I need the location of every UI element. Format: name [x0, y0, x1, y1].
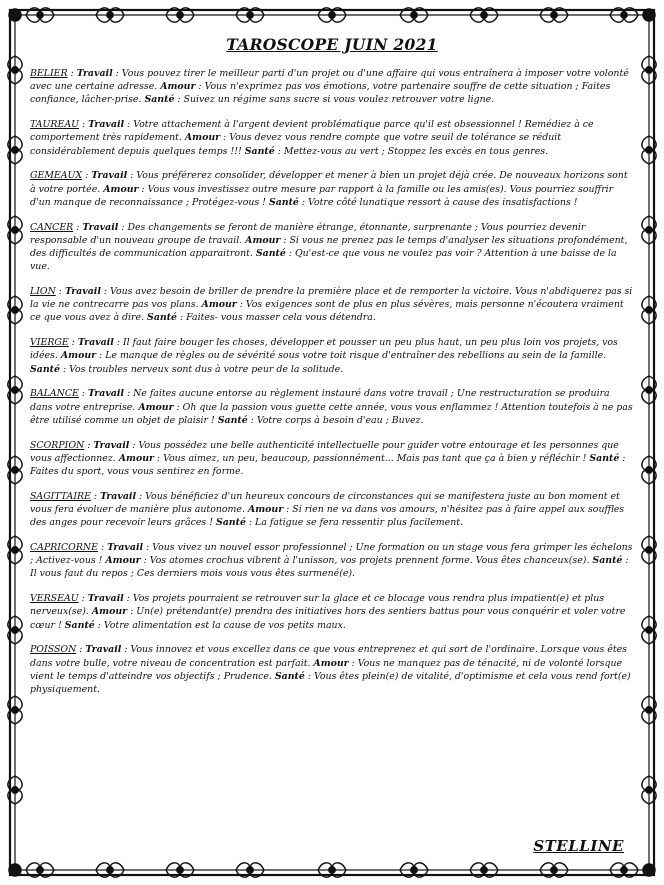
sante-label: Santé [589, 452, 620, 464]
amour-label: Amour [201, 299, 237, 311]
sante-label: Santé [274, 670, 305, 682]
page-title: TAROSCOPE JUIN 2021 [226, 35, 438, 54]
separator: : [220, 132, 230, 144]
sante-text: La fatigue se fera ressentir plus facilement. [255, 517, 464, 529]
separator: : [113, 337, 123, 349]
separator: : [121, 644, 131, 656]
separator: : [136, 490, 146, 502]
travail-text: Vous bénéficiez d'un heureux concours de circonstances qui se manifestera juste au bon moment et vous fera évoluer de manière plus autonome. [30, 490, 620, 516]
horoscope-entry [30, 541, 634, 581]
separator: : [94, 619, 104, 631]
sante-label: Santé [592, 555, 623, 567]
sante-label: Santé [255, 248, 286, 260]
horoscope-entry [30, 67, 634, 107]
separator: : [59, 363, 70, 375]
separator: : [173, 401, 183, 413]
separator: : [274, 145, 284, 157]
sante-label: Santé [30, 363, 60, 375]
horoscope-entry [30, 336, 634, 376]
zodiac-sign-name: GEMEAUX [30, 170, 83, 182]
travail-text: Vous pouvez tirer le meilleur parti d'un projet ou d'une affaire qui vous entraînera à imposer votre volonté avec une certaine adresse. [30, 68, 629, 93]
travail-label: Travail [85, 644, 122, 656]
separator: : [123, 593, 133, 605]
zodiac-sign-name: VIERGE [30, 337, 69, 349]
travail-label: Travail [76, 68, 113, 79]
travail-label: Travail [82, 221, 119, 233]
sante-text: Votre corps à besoin d'eau ; Buvez. [256, 414, 424, 426]
separator: : [79, 119, 89, 131]
separator: : [118, 221, 128, 233]
corner-ornament [643, 9, 655, 21]
travail-label: Travail [88, 119, 125, 131]
amour-label: Amour [313, 657, 349, 669]
separator: : [285, 248, 295, 260]
sante-label: Santé [64, 619, 95, 631]
sante-label: Santé [217, 414, 248, 426]
sante-label: Santé [147, 312, 178, 324]
separator: : [247, 414, 257, 426]
sante-text: Il vous faut du repos ; Ces derniers mois vous vous êtes surmené(e). [30, 568, 356, 580]
zodiac-sign-name: BELIER [30, 68, 68, 79]
separator: : [143, 542, 153, 554]
travail-label: Travail [107, 542, 144, 554]
separator: : [67, 68, 77, 79]
horoscope-entry [30, 643, 634, 696]
amour-text: Vos exigences sont de plus en plus sévères, mais personne n'écoutera vraiment ce que vous avez à dire. [30, 299, 624, 324]
amour-label: Amour [91, 606, 128, 618]
separator: : [283, 504, 293, 516]
travail-text: Votre attachement à l'argent devient problématique parce qu'il est obsessionnel ! Remédiez à ce comportement très rapidement. [30, 119, 594, 144]
corner-ornament [9, 9, 21, 21]
sante-label: Santé [144, 94, 175, 106]
separator: : [236, 299, 246, 311]
separator: : [127, 606, 137, 618]
amour-text: Vos atomes crochus vibrent à l'unisson, vos projets prennent forme. Vous êtes chanceux(se). [149, 555, 590, 567]
amour-label: Amour [184, 132, 221, 144]
horoscope-entry [30, 221, 634, 274]
separator: : [177, 312, 187, 324]
horoscope-list [30, 67, 634, 696]
separator: : [129, 439, 139, 451]
separator: : [78, 593, 88, 605]
amour-text: Vous aimez, un peu, beaucoup, passionnément... Mais pas tant que ça à bien y réfléchir ! [163, 452, 587, 464]
travail-text: Vous avez besoin de briller de prendre la première place et de remporter la victoire. Vous n'abdiquerez pas si la vie ne contrecarre pas vos plans. [30, 286, 633, 311]
separator: : [280, 234, 290, 246]
amour-text: Vous ne manquez pas de ténacité, ni de volonté lorsque vient le temps d'atteindre vos objectifs ; Prudence. [30, 657, 623, 682]
amour-label: Amour [105, 555, 141, 567]
separator: : [73, 221, 83, 233]
separator: : [90, 490, 101, 502]
travail-label: Travail [93, 439, 130, 451]
travail-text: Vous possédez une belle authenticité intellectuelle pour guider votre entourage et les personnes que vous affectionnez. [30, 439, 619, 464]
horoscope-entry [30, 118, 634, 158]
sante-label: Santé [268, 196, 299, 208]
separator: : [245, 517, 256, 529]
sante-label: Santé [215, 517, 246, 529]
travail-label: Travail [91, 170, 128, 182]
separator: : [298, 196, 309, 208]
travail-label: Travail [100, 490, 137, 502]
amour-label: Amour [103, 183, 139, 195]
travail-text: Vos projets pourraient se retrouver sur la glace et ce blocage vous rendra plus impatient(e) et plus nerveux(se). [30, 593, 605, 618]
horoscope-entry [30, 439, 634, 479]
zodiac-sign-name: SCORPION [30, 439, 85, 451]
amour-text: Si vous ne prenez pas le temps d'analyser les situations profondément, des difficultés de communication apparaitront. [30, 234, 628, 260]
separator: : [68, 337, 78, 349]
sante-text: Vos troubles nerveux sont dus à votre peur de la solitude. [69, 363, 344, 375]
travail-text: Vous vivez un nouvel essor professionnel ; Une formation ou un stage vous fera grimper les échelons ; Activez-vous ! [30, 542, 633, 567]
amour-text: Vous vous investissez outre mesure par rapport à la famille ou les amis(es). Vous pourriez souffrir d'un manque de reconnaissance ; Protégez-vous ! [30, 183, 614, 208]
sante-text: Faites du sport, vous vous sentirez en forme. [30, 466, 244, 478]
zodiac-sign-name: LION [30, 286, 56, 298]
sante-text: Faites- vous masser cela vous détendra. [186, 312, 376, 324]
horoscope-entry [30, 285, 634, 325]
amour-label: Amour [138, 401, 174, 413]
amour-label: Amour [160, 81, 196, 93]
travail-text: Des changements se feront de manière étrange, étonnante, surprenante ; Vous pourriez devenir responsable d'un nouveau groupe de travail. [30, 221, 586, 246]
separator: : [82, 170, 92, 182]
zodiac-sign-name: VERSEAU [30, 593, 79, 605]
sante-text: Vous êtes plein(e) de vitalité, d'optimisme et cela vous rend fort(e) physiquement. [30, 670, 631, 696]
sante-text: Qu'est-ce que vous ne voulez pas voir ? Attention à une baisse de la vue. [30, 248, 617, 273]
separator: : [304, 670, 314, 682]
separator: : [127, 170, 137, 182]
separator: : [140, 555, 150, 567]
separator: : [174, 94, 184, 106]
amour-text: Oh que la passion vous guette cette année, vous vous enflammez ! Attention toutefois à ne pas être utilisé comme un objet de plaisir ! [30, 401, 633, 426]
separator: : [195, 81, 205, 93]
sante-text: Votre alimentation est la cause de vos petits maux. [103, 619, 346, 631]
travail-label: Travail [64, 286, 101, 298]
sante-label: Santé [244, 145, 275, 157]
separator: : [76, 644, 86, 656]
corner-ornament [9, 864, 21, 876]
horoscope-entry [30, 387, 634, 427]
amour-text: Vous devez vous rendre compte que votre seuil de tolérance se réduit considérablement depuis quelques temps !!! [30, 132, 562, 157]
zodiac-sign-name: SAGITTAIRE [30, 490, 91, 502]
zodiac-sign-name: BALANCE [30, 388, 79, 400]
separator: : [153, 452, 164, 464]
separator: : [622, 555, 629, 567]
separator: : [619, 452, 626, 464]
travail-label: Travail [87, 593, 124, 605]
horoscope-entry [30, 592, 634, 632]
separator: : [100, 286, 111, 298]
sante-text: Suivez un régime sans sucre si vous voulez retrouver votre ligne. [183, 94, 495, 106]
zodiac-sign-name: CAPRICORNE [30, 542, 98, 554]
horoscope-entry [30, 169, 634, 209]
sante-text: Mettez-vous au vert ; Stoppez les excès en tous genres. [283, 145, 549, 157]
page-content [30, 36, 634, 856]
amour-label: Amour [60, 350, 97, 362]
zodiac-sign-name: CANCER [30, 221, 74, 233]
amour-text: Le manque de règles ou de sévérité sous votre toit risque d'entraîner des rebellions au sein de la famille. [105, 350, 607, 362]
separator: : [348, 657, 358, 669]
separator: : [112, 68, 122, 79]
corner-ornament [643, 864, 655, 876]
travail-label: Travail [88, 388, 124, 400]
horoscope-entry [30, 490, 634, 530]
amour-text: Vous n'exprimez pas vos émotions, votre partenaire souffre de cette situation ; Faites confiance, lâcher-prise. [30, 81, 611, 106]
amour-text: Si rien ne va dans vos amours, n'hésitez pas à faire appel aux souffles des anges pour recevoir leurs grâces ! [30, 504, 625, 529]
zodiac-sign-name: TAUREAU [30, 119, 79, 131]
sante-text: Votre côté lunatique ressort à cause des insatisfactions ! [308, 196, 578, 208]
separator: : [124, 119, 134, 131]
separator: : [123, 388, 134, 400]
amour-label: Amour [118, 452, 154, 464]
separator: : [97, 542, 108, 554]
author-signature: STELLINE [533, 837, 624, 855]
separator: : [55, 286, 65, 298]
travail-text: Vous innovez et vous excellez dans ce que vous entreprenez et qui sort de l'ordinaire. Lorsque vous êtes dans votre bulle, votre niveau de concentration est parfait. [30, 644, 627, 669]
zodiac-sign-name: POISSON [30, 644, 77, 656]
separator: : [96, 350, 106, 362]
separator: : [78, 388, 89, 400]
travail-text: Il faut faire bouger les choses, développer et pousser un peu plus haut, un peu plus loin vos projets, vos idées. [30, 337, 618, 362]
separator: : [84, 439, 94, 451]
separator: : [138, 183, 148, 195]
travail-text: Ne faites aucune entorse au règlement instauré dans votre travail ; Une restructuration se produira dans votre entreprise. [30, 388, 610, 413]
amour-label: Amour [245, 234, 281, 246]
travail-text: Vous préférerez consolider, développer et mener à bien un projet déjà crée. De nouveaux horizons sont à votre portée. [30, 170, 628, 195]
amour-text: Un(e) prétendant(e) prendra des initiatives hors des sentiers battus pour vous conquérir et voler votre cœur ! [30, 606, 626, 631]
amour-label: Amour [247, 504, 284, 516]
travail-label: Travail [77, 337, 114, 349]
